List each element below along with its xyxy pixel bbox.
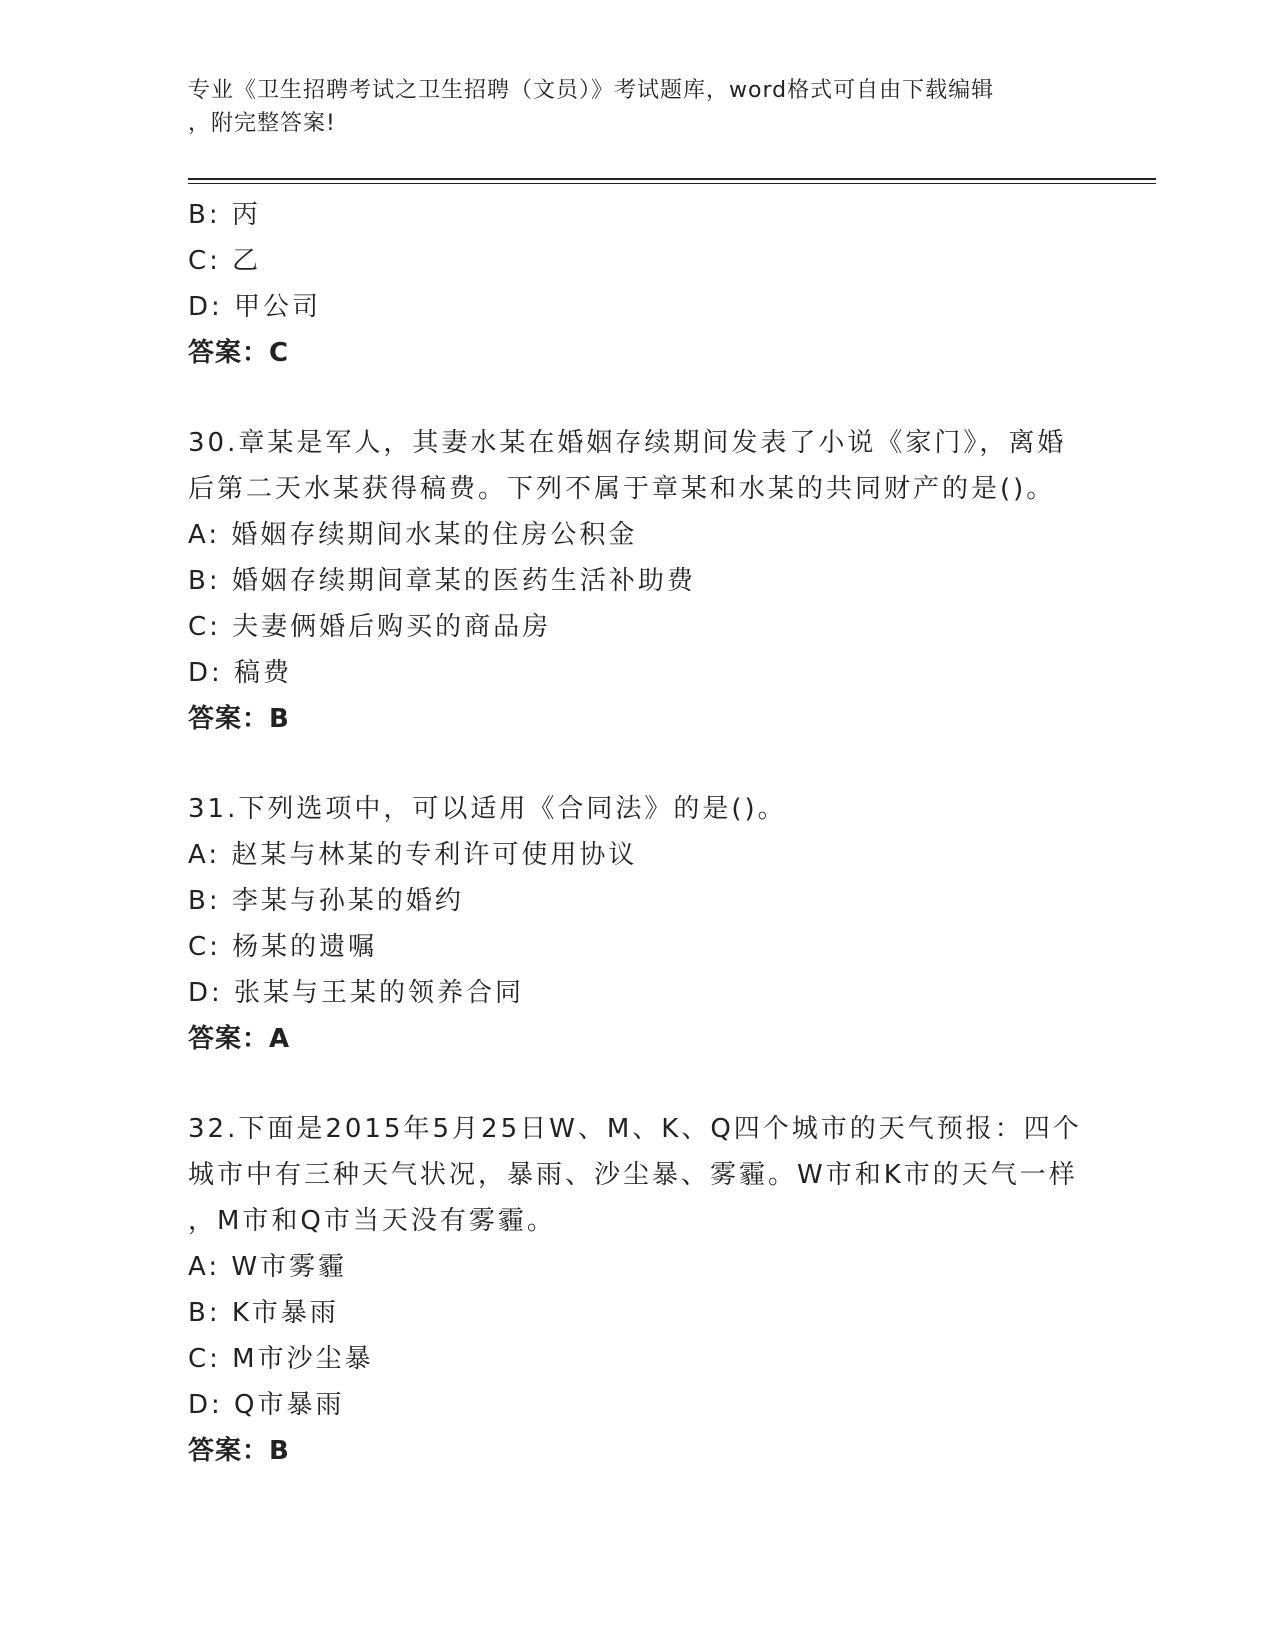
option-a: A: W市雾霾 — [188, 1252, 348, 1282]
question-stem-line: 城市中有三种天气状况，暴雨、沙尘暴、雾霾。W市和K市的天气一样 — [188, 1160, 1078, 1190]
option-b: B: 丙 — [188, 200, 261, 230]
option-d: D: 稿费 — [188, 658, 293, 688]
header-line-2: ，附完整答案! — [188, 111, 336, 136]
question-stem-line: 31.下列选项中，可以适用《合同法》的是()。 — [188, 794, 787, 824]
question-stem-line: 30.章某是军人，其妻水某在婚姻存续期间发表了小说《家门》，离婚 — [188, 428, 1067, 458]
answer-line: 答案：B — [188, 704, 290, 734]
answer-line: 答案：A — [188, 1024, 291, 1054]
question-stem-line: 32.下面是2015年5月25日W、M、K、Q四个城市的天气预报：四个 — [188, 1114, 1082, 1144]
option-c: C: 杨某的遗嘱 — [188, 932, 378, 962]
question-block-32 — [188, 1106, 1088, 1474]
question-stem-line: ，M市和Q市当天没有雾霾。 — [188, 1206, 556, 1236]
header-line-1: 专业《卫生招聘考试之卫生招聘（文员）》考试题库，word格式可自由下载编辑 — [188, 78, 995, 103]
answer-line: 答案：B — [188, 1436, 290, 1466]
option-c: C: 乙 — [188, 246, 262, 276]
header-divider-thick — [188, 178, 1156, 180]
option-d: D: 张某与王某的领养合同 — [188, 978, 525, 1008]
option-a: A: 婚姻存续期间水某的住房公积金 — [188, 520, 638, 550]
option-b: B: 李某与孙某的婚约 — [188, 886, 464, 916]
question-block-31 — [188, 786, 1088, 1062]
option-d: D: 甲公司 — [188, 292, 322, 322]
question-block-30 — [188, 420, 1088, 742]
option-a: A: 赵某与林某的专利许可使用协议 — [188, 840, 638, 870]
document-header — [188, 74, 1068, 140]
question-list — [188, 192, 1088, 1474]
answer-line: 答案：C — [188, 338, 290, 368]
option-c: C: 夫妻俩婚后购买的商品房 — [188, 612, 552, 642]
question-block-continued — [188, 192, 1088, 376]
option-c: C: M市沙尘暴 — [188, 1344, 374, 1374]
option-d: D: Q市暴雨 — [188, 1390, 345, 1420]
option-b: B: K市暴雨 — [188, 1298, 339, 1328]
header-divider-thin — [188, 183, 1156, 184]
question-stem-line: 后第二天水某获得稿费。下列不属于章某和水某的共同财产的是()。 — [188, 474, 1056, 504]
option-b: B: 婚姻存续期间章某的医药生活补助费 — [188, 566, 696, 596]
